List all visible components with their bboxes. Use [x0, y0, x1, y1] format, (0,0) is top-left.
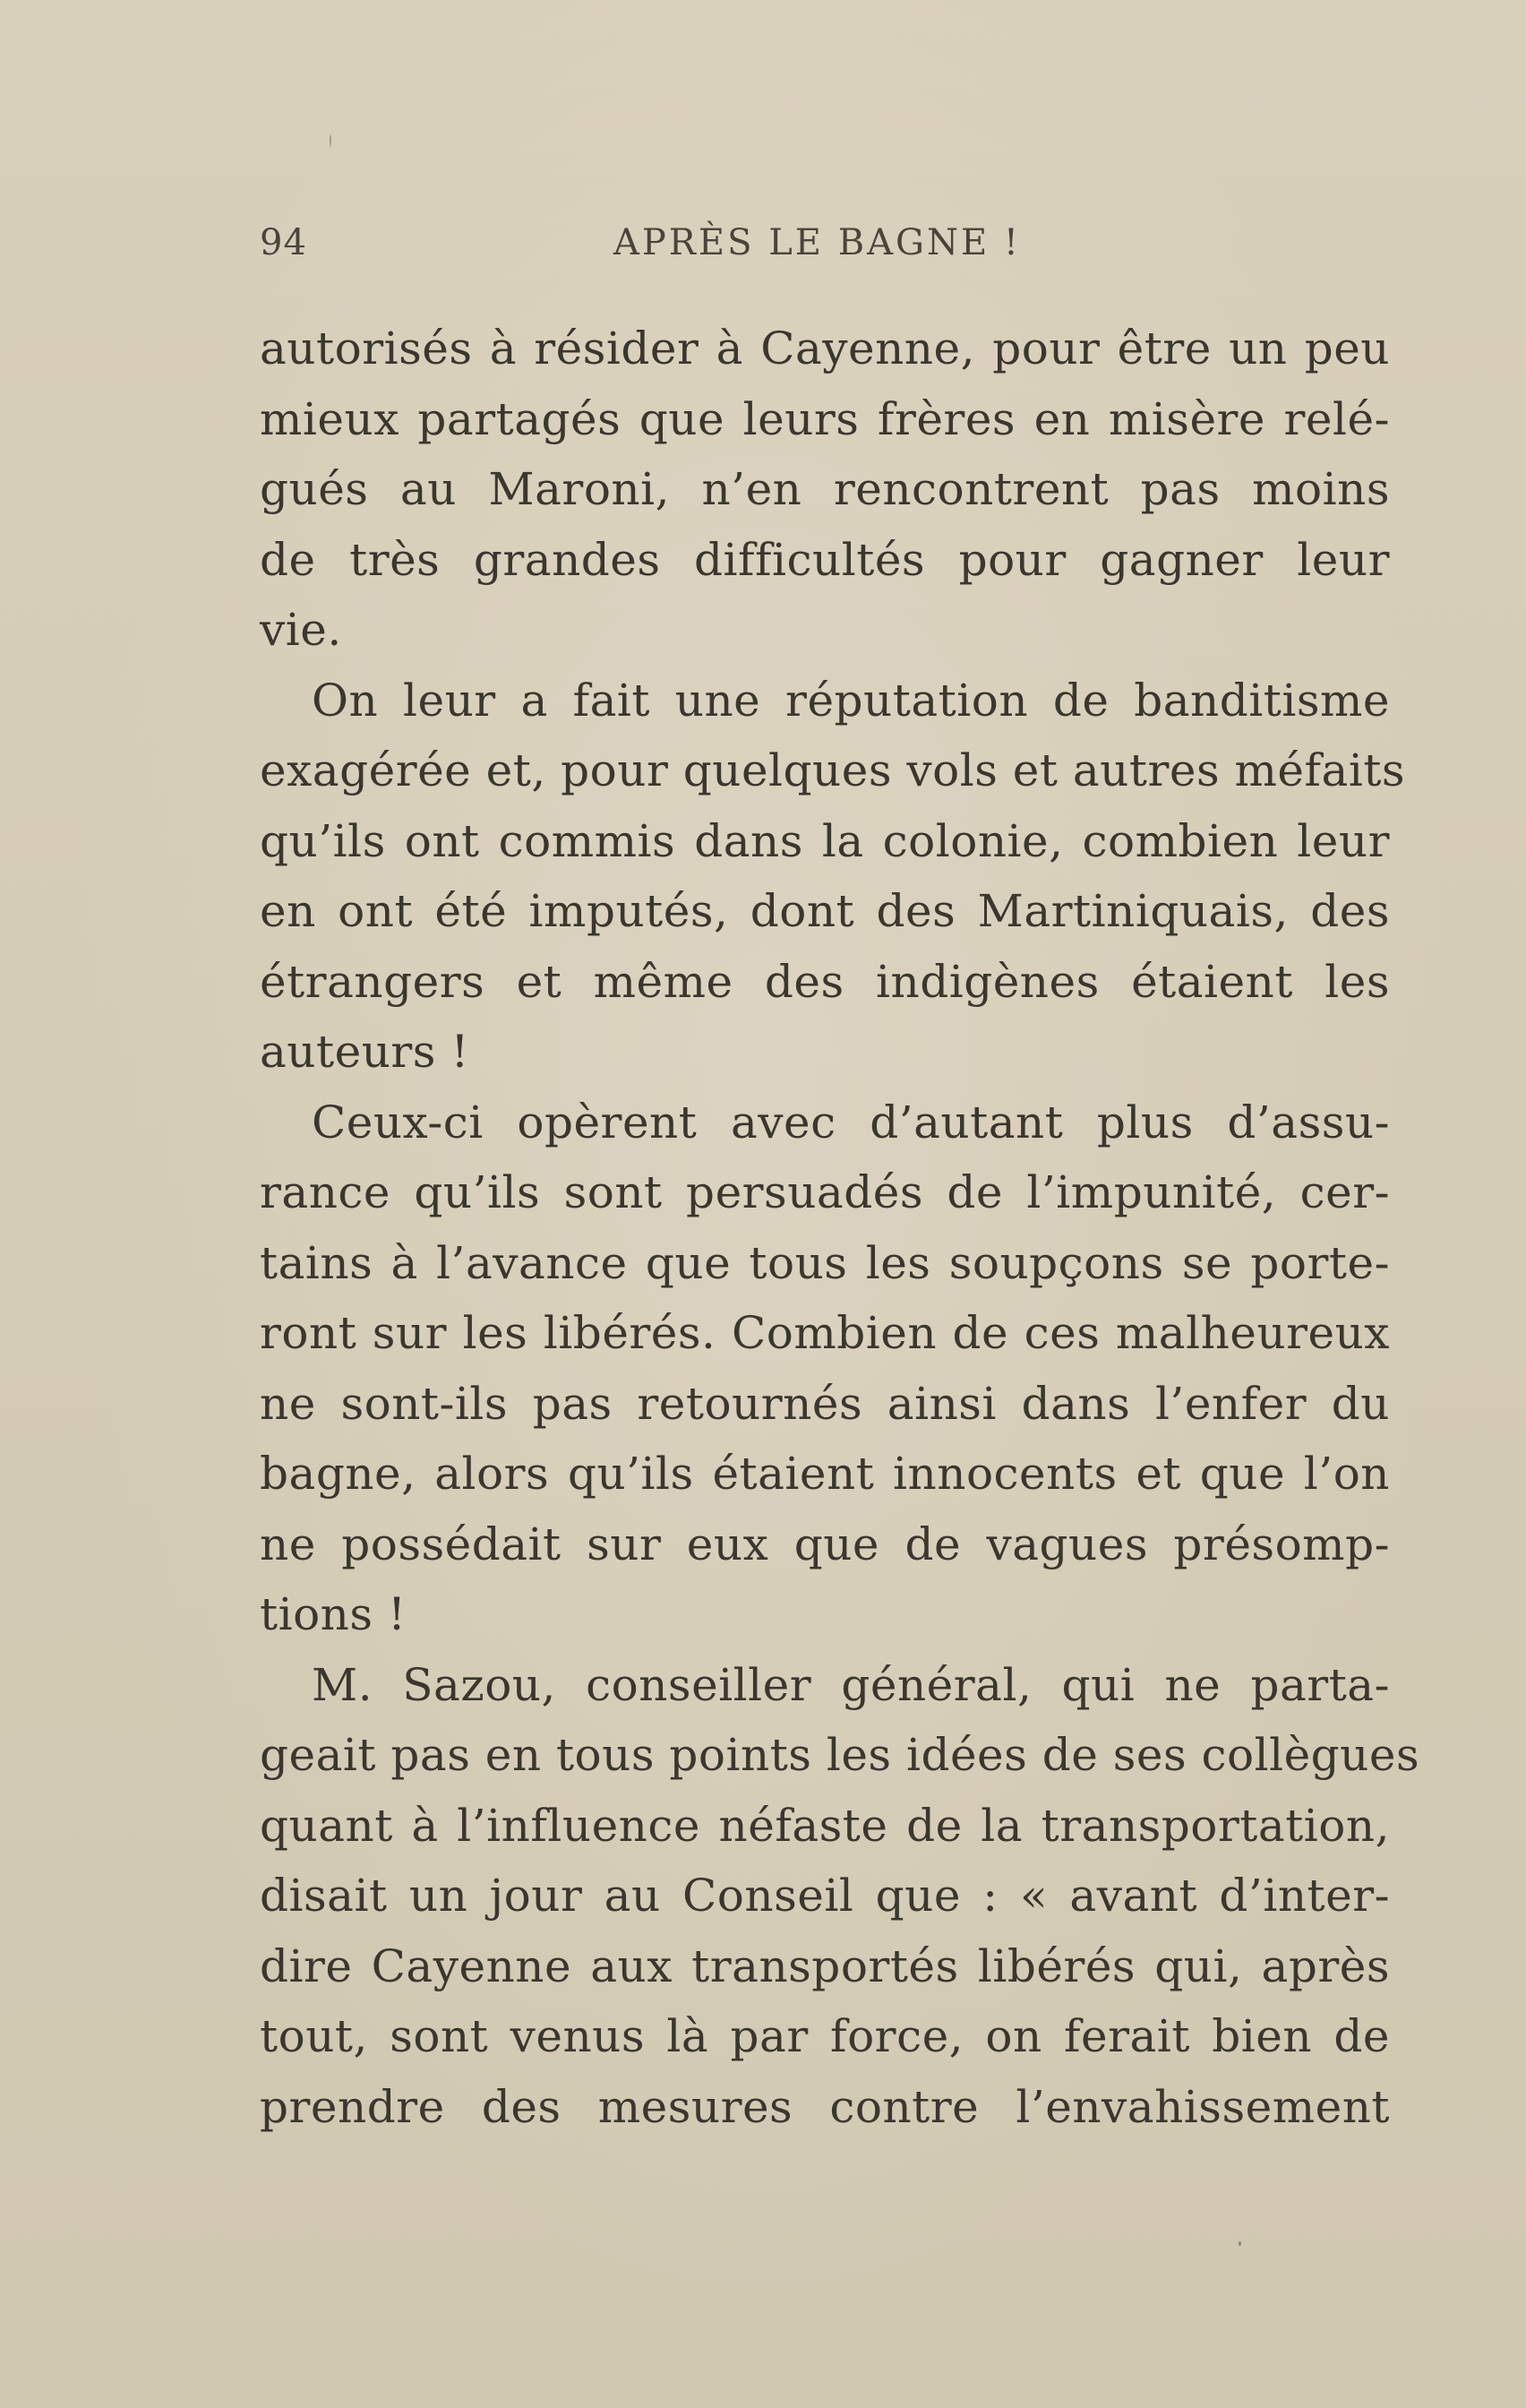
- text-line: ront sur les libérés. Combien de ces malheureux: [260, 1307, 1390, 1359]
- text-line: auteurs !: [260, 1026, 469, 1078]
- running-title: APRÈS LE BAGNE !: [613, 222, 1021, 263]
- text-line: disait un jour au Conseil que : « avant d’inter-: [260, 1870, 1390, 1922]
- text-line: M. Sazou, conseiller général, qui ne parta-: [312, 1658, 1390, 1711]
- text-line: tout, sont venus là par force, on ferait bien de: [260, 2010, 1390, 2062]
- text-line: vie.: [260, 604, 342, 656]
- text-line: On leur a fait une réputation de banditisme: [312, 674, 1390, 727]
- text-line: mieux partagés que leurs frères en misère relé-: [260, 392, 1390, 445]
- text-line: en ont été imputés, dont des Martiniquais, des: [260, 885, 1390, 937]
- paper-speck: [1239, 2241, 1241, 2246]
- text-line: étrangers et même des indigènes étaient les: [260, 955, 1390, 1008]
- text-line: rance qu’ils sont persuadés de l’impunité, cer-: [260, 1166, 1390, 1218]
- text-line: prendre des mesures contre l’envahissement: [260, 2080, 1390, 2133]
- text-line: autorisés à résider à Cayenne, pour être un peu: [260, 322, 1390, 374]
- text-line: ne sont-ils pas retournés ainsi dans l’enfer du: [260, 1377, 1390, 1430]
- text-line: exagérée et, pour quelques vols et autres méfaits: [260, 744, 1406, 796]
- text-line: qu’ils ont commis dans la colonie, combien leur: [260, 814, 1390, 867]
- page-header: [260, 222, 1388, 276]
- text-line: bagne, alors qu’ils étaient innocents et que l’on: [260, 1448, 1390, 1500]
- text-line: tions !: [260, 1588, 407, 1640]
- body-text: [260, 314, 1420, 2142]
- text-line: Ceux-ci opèrent avec d’autant plus d’assu-: [312, 1096, 1390, 1148]
- text-line: dire Cayenne aux transportés libérés qui, après: [260, 1939, 1390, 1992]
- text-line: ne possédait sur eux que de vagues présomp-: [260, 1518, 1390, 1570]
- text-line: gués au Maroni, n’en rencontrent pas moins: [260, 463, 1390, 515]
- text-line: de très grandes difficultés pour gagner leur: [260, 533, 1390, 586]
- text-line: tains à l’avance que tous les soupçons se porte-: [260, 1236, 1390, 1289]
- page-number: 94: [260, 222, 307, 263]
- paper-speck: [330, 134, 331, 147]
- text-line: quant à l’influence néfaste de la transportation,: [260, 1799, 1390, 1852]
- text-line: geait pas en tous points les idées de ses collègues: [260, 1729, 1420, 1781]
